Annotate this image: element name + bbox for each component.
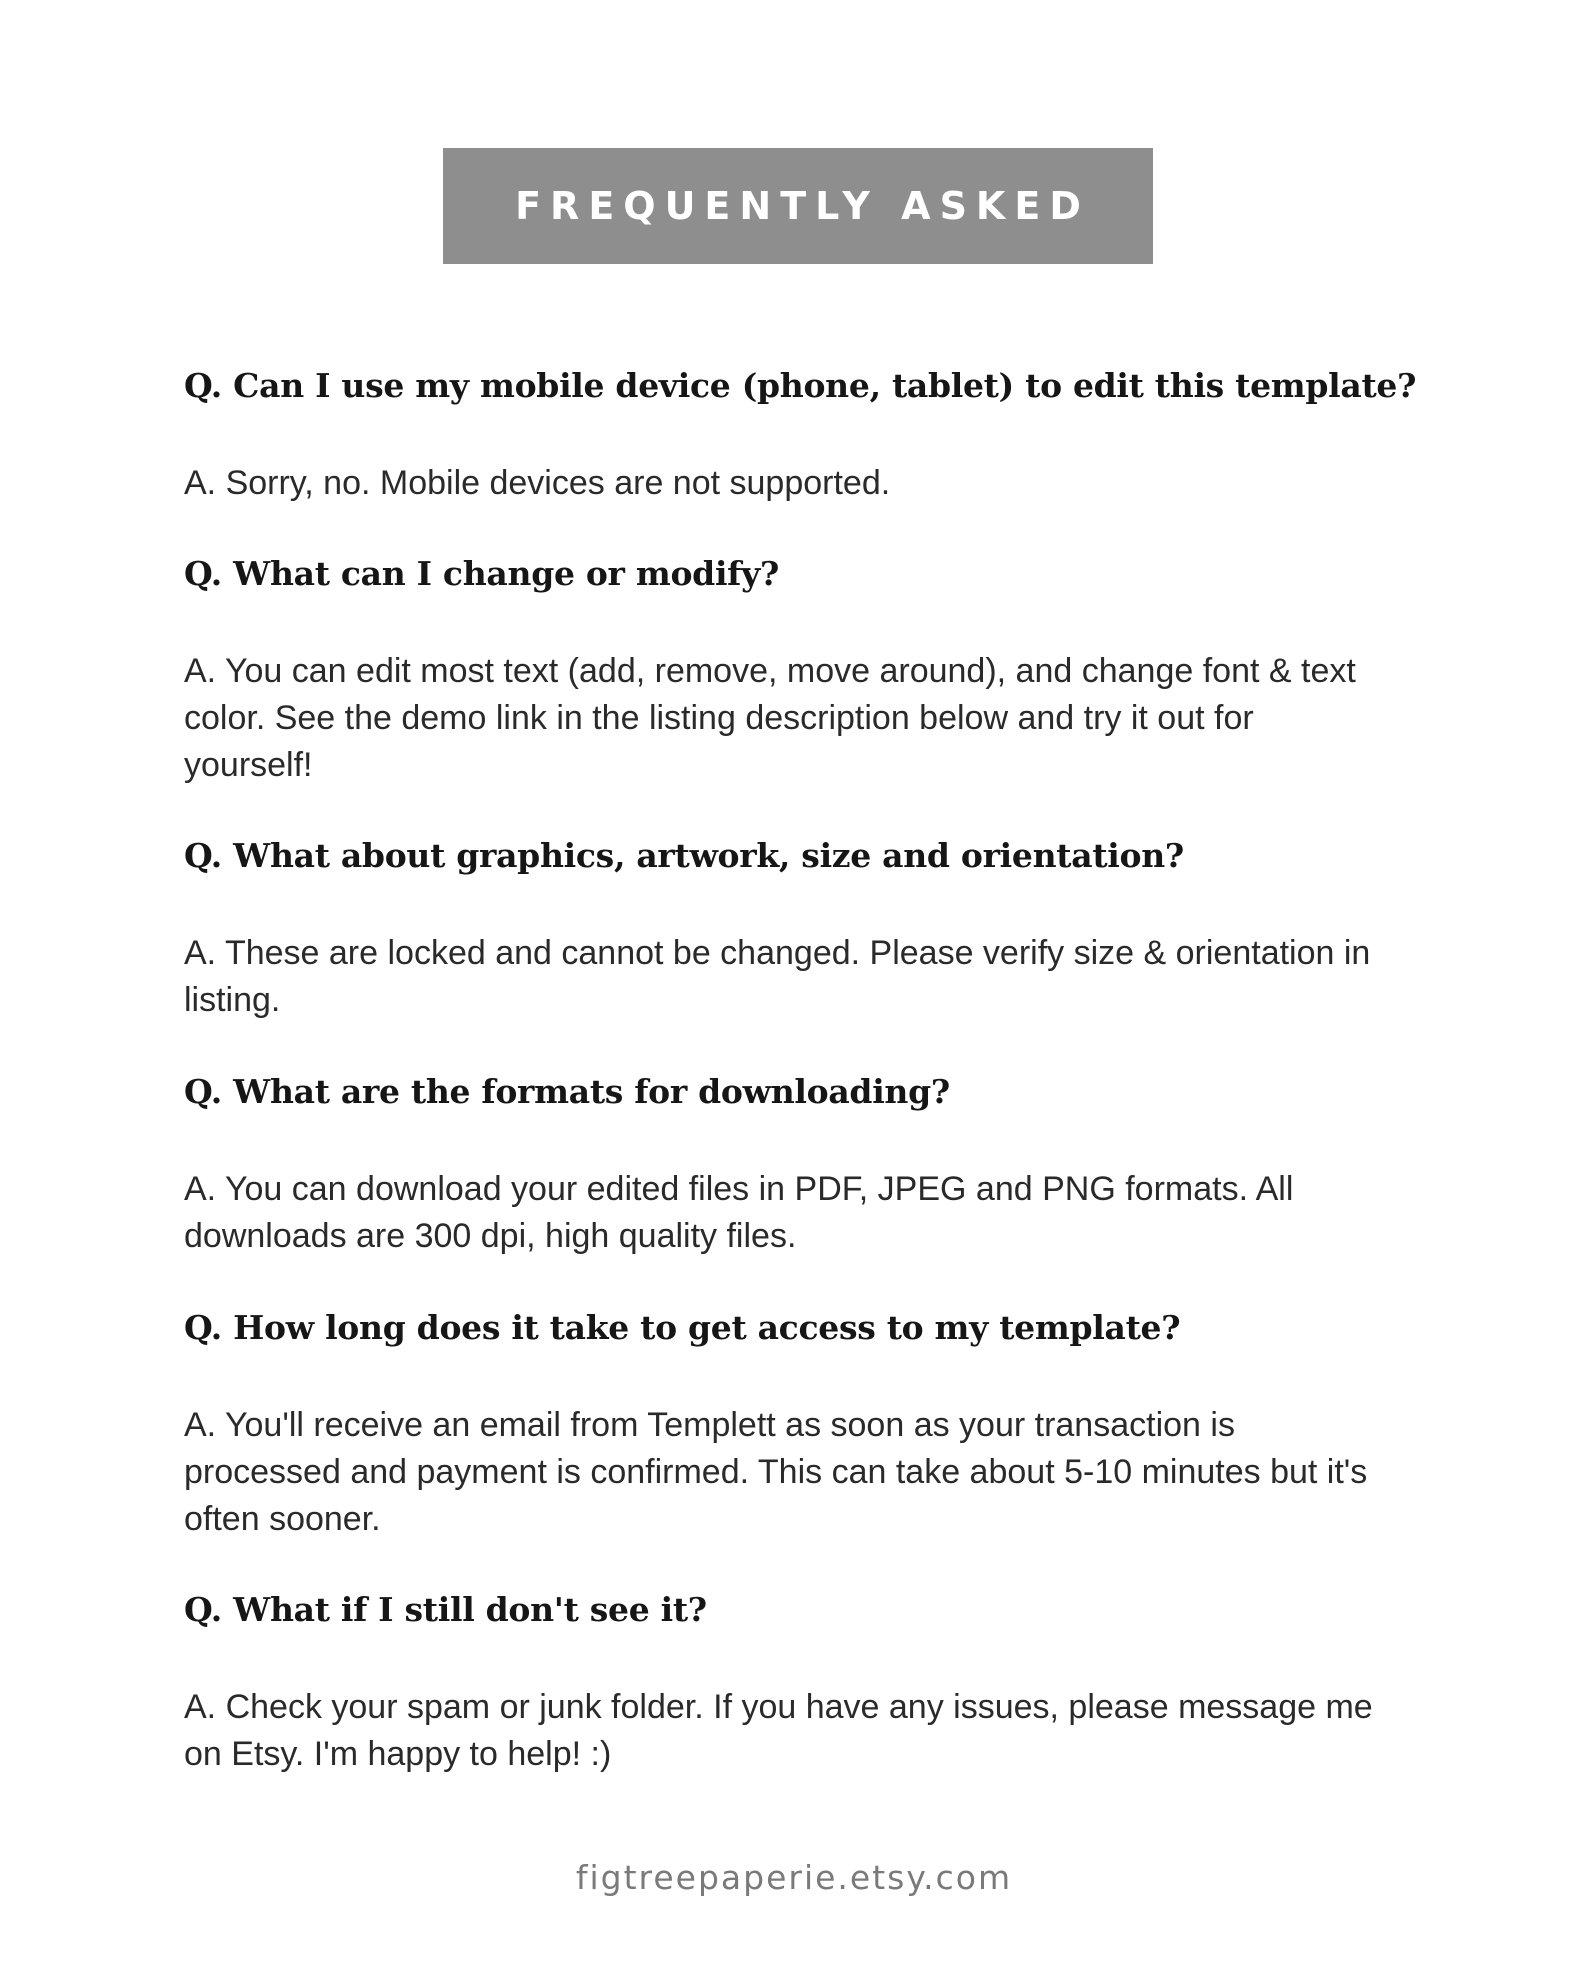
- faq-item: [184, 1588, 1424, 1773]
- faq-question: Q. Can I use my mobile device (phone, tablet) to edit this template?: [184, 366, 1417, 405]
- faq-item: [184, 552, 1424, 784]
- faq-question: Q. What are the formats for downloading?: [184, 1072, 950, 1111]
- faq-item: [184, 834, 1424, 1019]
- faq-answer: A. Sorry, no. Mobile devices are not supported.: [184, 464, 891, 502]
- faq-item: [184, 364, 1424, 502]
- page-title: FREQUENTLY ASKED: [515, 184, 1090, 228]
- faq-question: Q. What if I still don't see it?: [184, 1590, 707, 1629]
- faq-answer: A. You'll receive an email from Templett as soon as your transaction is processed and payment is confirmed. This can take about 5-10 minutes but it's often sooner.: [184, 1406, 1368, 1538]
- faq-question: Q. What can I change or modify?: [184, 554, 779, 593]
- faq-answer: A. These are locked and cannot be changed. Please verify size & orientation in listing.: [184, 934, 1371, 1019]
- header-banner: [443, 148, 1153, 264]
- faq-answer: A. You can download your edited files in PDF, JPEG and PNG formats. All downloads are 300 dpi, high quality files.: [184, 1170, 1294, 1255]
- faq-item: [184, 1070, 1424, 1255]
- faq-question: Q. What about graphics, artwork, size and orientation?: [184, 836, 1184, 875]
- faq-answer: A. Check your spam or junk folder. If you have any issues, please message me on Etsy. I'm happy to help! :): [184, 1688, 1373, 1773]
- faq-answer: A. You can edit most text (add, remove, move around), and change font & text color. See the demo link in the listing description below and try it out for yourself!: [184, 652, 1356, 784]
- faq-question: Q. How long does it take to get access to my template?: [184, 1308, 1181, 1347]
- faq-item: [184, 1306, 1424, 1538]
- footer-site-link[interactable]: figtreepaperie.etsy.com: [575, 1858, 1013, 1897]
